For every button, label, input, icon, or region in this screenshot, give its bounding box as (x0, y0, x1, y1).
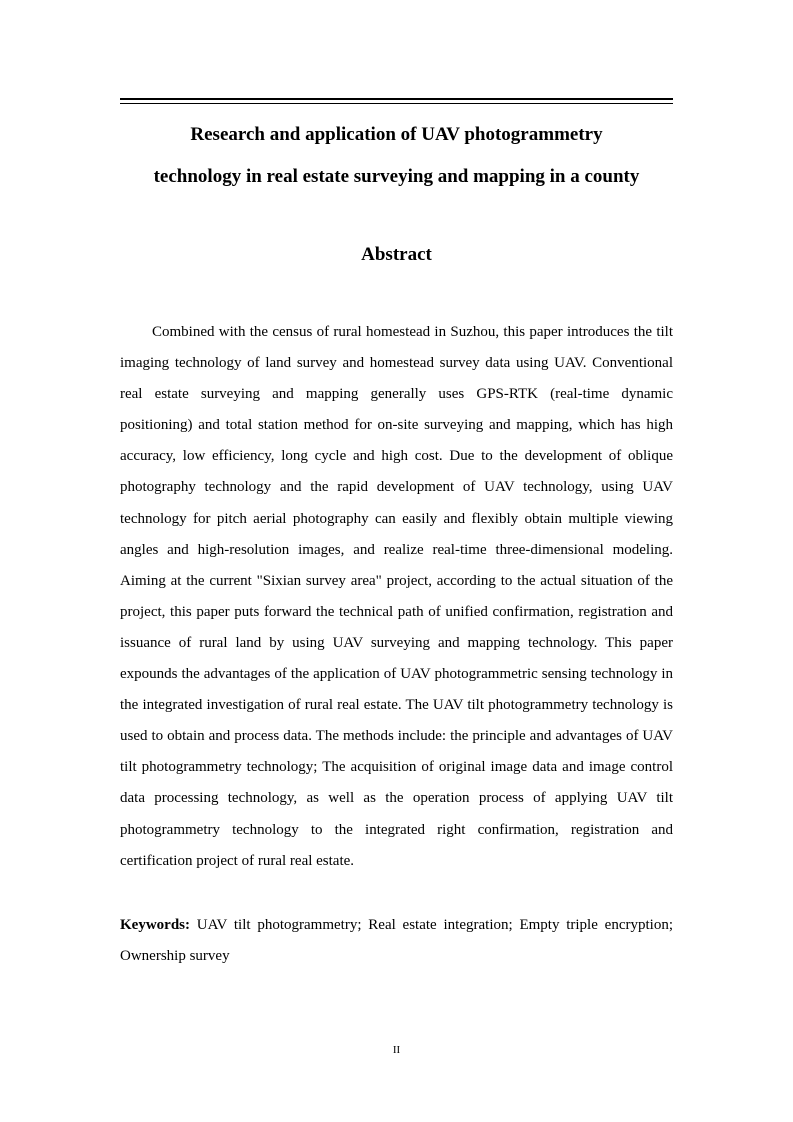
abstract-body: Combined with the census of rural homestead in Suzhou, this paper introduces the tilt imaging technology of land survey and homestead survey data using UAV. Conventional real estate surveying and mapping generally uses GPS-RTK (real-time dynamic positioning) and total station method for on-site surveying and mapping, which has high accuracy, low efficiency, long cycle and high cost. Due to the development of oblique photography technology and the rapid development of UAV technology, using UAV technology for pitch aerial photography can easily and flexibly obtain multiple viewing angles and high-resolution images, and realize real-time three-dimensional modeling. Aiming at the current "Sixian survey area" project, according to the actual situation of the project, this paper puts forward the technical path of unified confirmation, registration and issuance of rural land by using UAV surveying and mapping technology. This paper expounds the advantages of the application of UAV photogrammetric sensing technology in the integrated investigation of rural real estate. The UAV tilt photogrammetry technology is used to obtain and process data. The methods include: the principle and advantages of UAV tilt photogrammetry technology; The acquisition of original image data and image control data processing technology, as well as the operation process of applying UAV tilt photogrammetry technology to the integrated right confirmation, registration and certification project of rural real estate. (120, 324, 673, 869)
header-rule-thin (120, 103, 673, 104)
title-line-1: Research and application of UAV photogrammetry (190, 124, 603, 145)
header-rule-thick (120, 98, 673, 100)
abstract-heading: Abstract (361, 244, 432, 265)
paper-title (100, 114, 693, 198)
title-line-2: technology in real estate surveying and mapping in a county (153, 166, 640, 187)
keywords-label: Keywords: (120, 917, 190, 933)
keywords-paragraph (120, 910, 673, 972)
keywords-text: UAV tilt photogrammetry; Real estate integration; Empty triple encryption; Ownership survey (120, 917, 673, 965)
page-number: II (392, 1044, 401, 1056)
